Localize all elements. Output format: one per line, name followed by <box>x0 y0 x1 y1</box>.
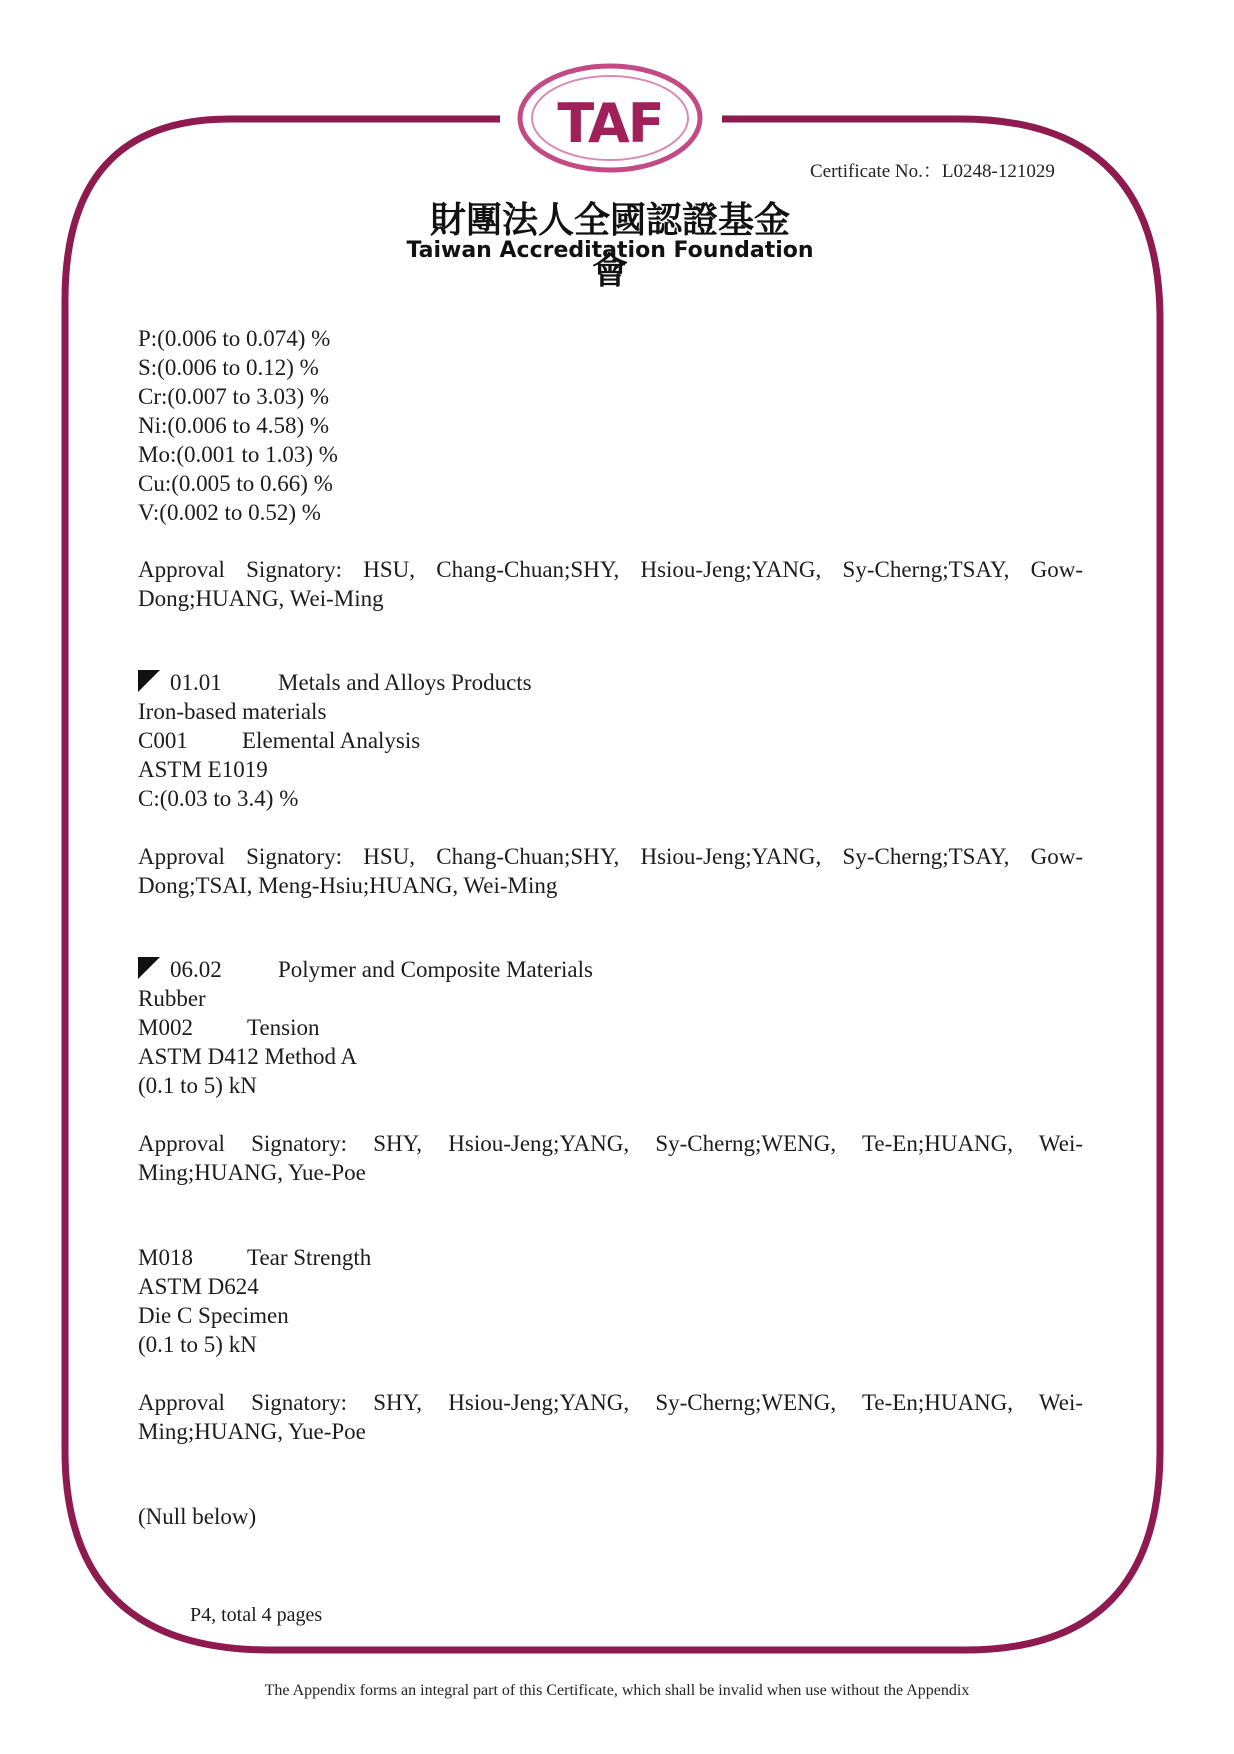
range-item: V:(0.002 to 0.52) % <box>138 500 321 525</box>
test-code: M002 <box>138 1015 193 1040</box>
range-item: Mo:(0.001 to 1.03) % <box>138 442 338 467</box>
material-name: Rubber <box>138 986 206 1011</box>
range-item: S:(0.006 to 0.12) % <box>138 355 319 380</box>
test-range: (0.1 to 5) kN <box>138 1332 257 1357</box>
section-title: Metals and Alloys Products <box>278 670 532 695</box>
range-item: P:(0.006 to 0.074) % <box>138 326 331 351</box>
null-below: (Null below) <box>138 1504 257 1529</box>
test-method: ASTM D412 Method A <box>138 1044 358 1069</box>
approval-signatory: Approval Signatory: SHY, Hsiou-Jeng;YANG, Sy-Cherng;WENG, Te-En;HUANG, Wei-Ming;HUANG, Yue-Poe <box>138 1131 1083 1185</box>
organization-name-english: Taiwan Accreditation Foundation <box>406 238 814 263</box>
test-name: Elemental Analysis <box>242 728 421 753</box>
section-marker-icon <box>138 670 160 692</box>
test-method: ASTM D624 <box>138 1274 259 1299</box>
specimen: Die C Specimen <box>138 1303 289 1328</box>
range-item: Cr:(0.007 to 3.03) % <box>138 384 330 409</box>
organization-name-chinese: 財團法人全國認證基金會 <box>429 200 790 292</box>
test-item <box>138 1015 320 1041</box>
taf-logo: TAF <box>557 92 663 155</box>
section-heading <box>138 670 532 696</box>
section-title: Polymer and Composite Materials <box>278 957 593 982</box>
range-item: Ni:(0.006 to 4.58) % <box>138 413 330 438</box>
test-code: C001 <box>138 728 188 753</box>
approval-signatory: Approval Signatory: SHY, Hsiou-Jeng;YANG, Sy-Cherng;WENG, Te-En;HUANG, Wei-Ming;HUANG, Yue-Poe <box>138 1390 1083 1444</box>
range-item: Cu:(0.005 to 0.66) % <box>138 471 333 496</box>
section-code: 01.01 <box>170 670 222 695</box>
section-marker-icon <box>138 957 160 979</box>
material-name: Iron-based materials <box>138 699 327 724</box>
section-code: 06.02 <box>170 957 222 982</box>
section-heading <box>138 957 593 983</box>
test-range: C:(0.03 to 3.4) % <box>138 786 299 811</box>
test-name: Tension <box>247 1015 320 1040</box>
test-method: ASTM E1019 <box>138 757 268 782</box>
approval-signatory: Approval Signatory: HSU, Chang-Chuan;SHY, Hsiou-Jeng;YANG, Sy-Cherng;TSAY, Gow-Dong;HUANG, Wei-Ming <box>138 557 1083 611</box>
test-item <box>138 1245 371 1271</box>
page-number: P4, total 4 pages <box>190 1604 323 1626</box>
approval-signatory: Approval Signatory: HSU, Chang-Chuan;SHY, Hsiou-Jeng;YANG, Sy-Cherng;TSAY, Gow-Dong;TSAI, Meng-Hsiu;HUANG, Wei-Ming <box>138 844 1083 898</box>
footer-note: The Appendix forms an integral part of this Certificate, which shall be invalid when use without the Appendix <box>264 1682 970 1699</box>
test-code: M018 <box>138 1245 193 1270</box>
certificate-number: Certificate No.：L0248-121029 <box>810 161 1055 182</box>
test-name: Tear Strength <box>247 1245 372 1270</box>
test-range: (0.1 to 5) kN <box>138 1073 257 1098</box>
test-item <box>138 728 420 754</box>
